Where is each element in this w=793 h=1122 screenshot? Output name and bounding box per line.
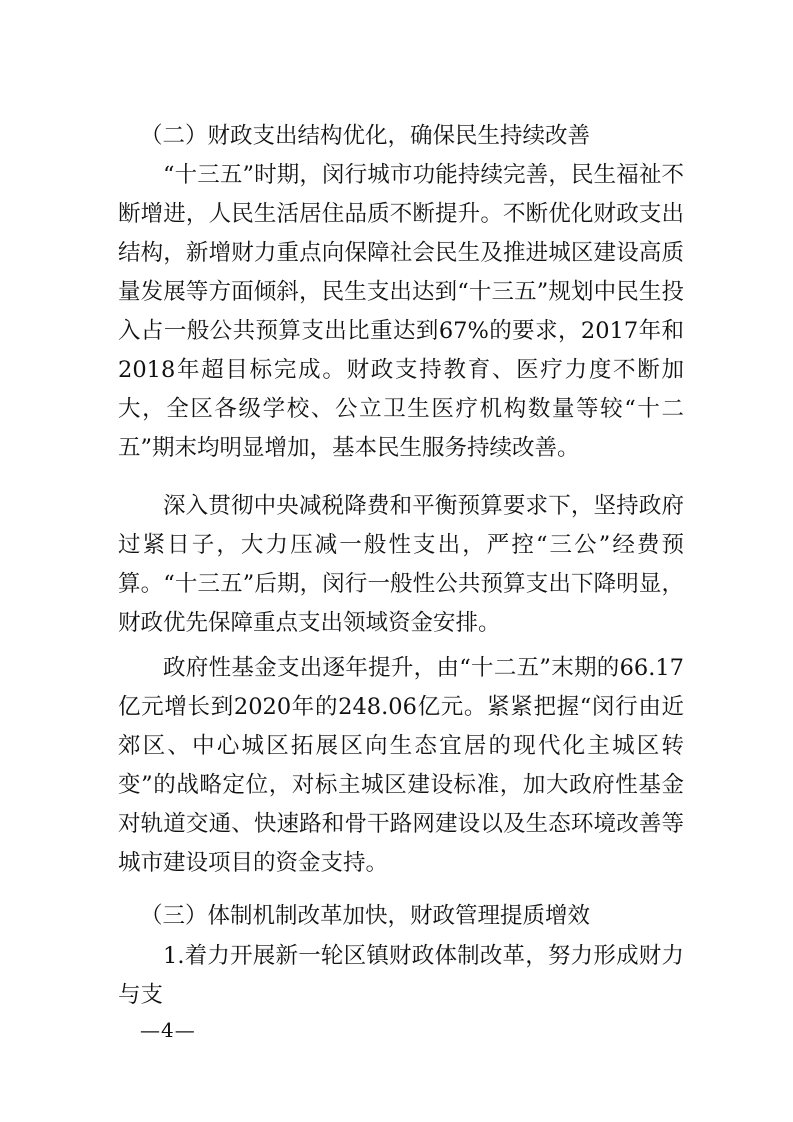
paragraph-item-1: 1.着力开展新一轮区镇财政体制改革，努力形成财力与支 xyxy=(118,943,684,1008)
paragraph-austerity: 深入贯彻中央减税降费和平衡预算要求下，坚持政府过紧日子，大力压减一般性支出，严控“三公”经费预算。“十三五”后期，闵行一般性公共预算支出下降明显，财政优先保障重点支出领域资金安排。 xyxy=(118,493,684,636)
page-number: —4— xyxy=(140,1018,196,1042)
section-heading-3: （三）体制机制改革加快，财政管理提质增效 xyxy=(140,903,591,929)
section-heading-2: （二）财政支出结构优化，确保民生持续改善 xyxy=(140,123,591,149)
paragraph-government-fund: 政府性基金支出逐年提升，由“十二五”末期的66.17亿元增长到2020年的248.06亿元。紧紧把握“闵行由近郊区、中心城区拓展区向生态宜居的现代化主城区转变”的战略定位，对标主城区建设标准，加大政府性基金对轨道交通、快速路和骨干路网建设以及生态环境改善等城市建设项目的资金支持。 xyxy=(118,655,684,876)
paragraph-livelihood: “十三五”时期，闵行城市功能持续完善，民生福祉不断增进，人民生活居住品质不断提升。不断优化财政支出结构，新增财力重点向保障社会民生及推进城区建设高质量发展等方面倾斜，民生支出达到“十三五”规划中民生投入占一般公共预算支出比重达到67%的要求，2017年和2018年超目标完成。财政支持教育、医疗力度不断加大，全区各级学校、公立卫生医疗机构数量等较“十二五”期末均明显增加，基本民生服务持续改善。 xyxy=(118,162,684,461)
